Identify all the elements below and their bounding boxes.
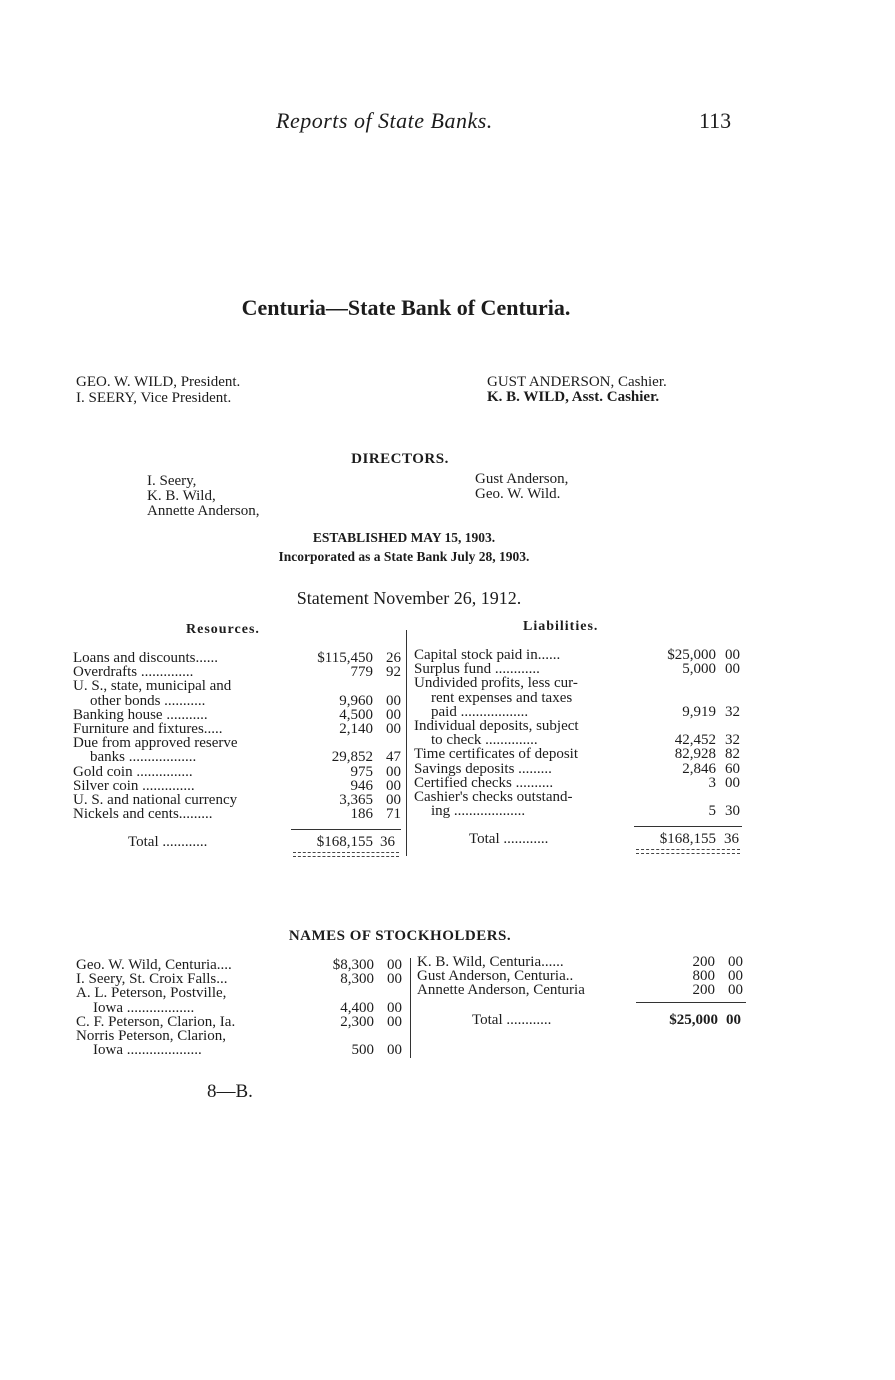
officer-asst-cashier: K. B. WILD, Asst. Cashier. [487, 389, 660, 405]
row-cents: 00 [387, 999, 402, 1016]
table-row [73, 651, 403, 665]
row-dollars: 200 [692, 982, 715, 999]
table-row [73, 708, 403, 722]
table-row [414, 762, 744, 776]
resources-table [73, 651, 403, 821]
liabilities-total-cents: 36 [724, 831, 739, 847]
row-cents: 30 [725, 803, 740, 820]
liabilities-table [414, 648, 744, 818]
row-dollars: 2,846 [682, 760, 716, 777]
resources-total-label: Total ............ [128, 834, 208, 850]
row-label: Norris Peterson, Clarion, [76, 1027, 226, 1044]
table-row [414, 705, 744, 719]
table-row [417, 955, 745, 969]
table-row [76, 986, 404, 1000]
table-row [73, 694, 403, 708]
row-label: Loans and discounts...... [73, 650, 218, 666]
row-label: Iowa .................... [93, 1042, 202, 1059]
table-row [76, 1043, 404, 1057]
liabilities-heading: Liabilities. [523, 619, 599, 634]
row-cents: 32 [725, 703, 740, 720]
row-label: Undivided profits, less cur- [414, 675, 578, 692]
row-label: Gold coin ............... [73, 763, 193, 780]
table-row [73, 736, 403, 750]
row-label: Cashier's checks outstand- [414, 788, 573, 805]
row-cents: 00 [387, 957, 402, 973]
row-cents: 00 [728, 982, 743, 999]
row-label: K. B. Wild, Centuria...... [417, 954, 564, 970]
director-entry: I. Seery, [147, 473, 197, 489]
row-cents: 00 [386, 692, 401, 709]
row-dollars: 4,500 [339, 706, 373, 723]
row-label: Capital stock paid in...... [414, 647, 561, 663]
row-cents: 00 [728, 968, 743, 985]
row-cents: 00 [386, 720, 401, 737]
row-label: Due from approved reserve [73, 735, 238, 752]
row-label: Geo. W. Wild, Centuria.... [76, 957, 232, 973]
resources-double-rule [293, 852, 399, 857]
row-cents: 71 [386, 806, 401, 823]
table-row [414, 662, 744, 676]
row-cents: 47 [386, 749, 401, 766]
resources-total-dollars: $168,155 [316, 834, 373, 850]
table-row [414, 790, 744, 804]
row-label: Silver coin .............. [73, 777, 195, 794]
table-row [417, 983, 745, 997]
liabilities-total-label: Total ............ [469, 831, 549, 847]
stockholders-right-table [417, 955, 745, 998]
table-row [73, 765, 403, 779]
table-row [76, 972, 404, 986]
row-label: to check .............. [431, 732, 538, 749]
statement-title: Statement November 26, 1912. [296, 588, 522, 608]
row-dollars: 2,140 [339, 720, 373, 737]
table-row [76, 1001, 404, 1015]
directors-heading: DIRECTORS. [351, 451, 449, 467]
stockholders-divider [410, 958, 411, 1058]
resources-total-cents: 36 [380, 834, 395, 850]
stockholders-total-rule [636, 1002, 746, 1003]
row-dollars: 946 [350, 777, 373, 794]
row-dollars: 5,000 [682, 661, 716, 678]
running-title: Reports of State Banks. [276, 108, 493, 133]
row-cents: 26 [386, 650, 401, 666]
row-label: ing ................... [431, 803, 526, 820]
bank-title: Centuria—State Bank of Centuria. [241, 295, 571, 320]
row-dollars: 975 [350, 763, 373, 780]
table-row [414, 676, 744, 690]
row-cents: 00 [725, 647, 740, 663]
row-cents: 00 [725, 661, 740, 678]
row-label: Iowa .................. [93, 999, 195, 1016]
officer-cashier: GUST ANDERSON, Cashier. [487, 374, 667, 390]
officer-vice-president: I. SEERY, Vice President. [76, 390, 232, 406]
row-label: U. S. and national currency [73, 791, 238, 808]
table-row [73, 750, 403, 764]
stockholders-total-label: Total ............ [472, 1012, 552, 1028]
row-label: Banking house ........... [73, 706, 208, 723]
table-row [73, 665, 403, 679]
stockholders-total-dollars: $25,000 [669, 1012, 718, 1028]
row-dollars: 500 [351, 1042, 374, 1059]
incorporated-line: Incorporated as a State Bank July 28, 1903. [278, 549, 530, 564]
table-row [76, 958, 404, 972]
page-number: 113 [699, 108, 732, 133]
director-entry: K. B. Wild, [147, 488, 216, 504]
row-cents: 00 [387, 1042, 402, 1059]
table-row [414, 719, 744, 733]
row-dollars: 42,452 [674, 732, 716, 749]
row-dollars: 800 [692, 968, 715, 985]
row-cents: 00 [725, 774, 740, 791]
row-cents: 32 [725, 732, 740, 749]
resources-heading: Resources. [186, 622, 260, 637]
stockholders-left-table [76, 958, 404, 1057]
table-row [73, 779, 403, 793]
row-label: paid .................. [431, 703, 529, 720]
row-dollars: 779 [350, 664, 373, 681]
established-line: ESTABLISHED MAY 15, 1903. [312, 530, 496, 545]
row-cents: 00 [387, 971, 402, 988]
row-label: rent expenses and taxes [431, 689, 573, 706]
row-label: Certified checks .......... [414, 774, 554, 791]
row-dollars: 2,300 [340, 1013, 374, 1030]
stockholders-heading: NAMES OF STOCKHOLDERS. [288, 928, 512, 944]
liabilities-total-rule [634, 826, 742, 827]
row-dollars: 8,300 [340, 971, 374, 988]
row-label: Time certificates of deposit [414, 746, 578, 763]
row-label: Annette Anderson, Centuria [417, 982, 585, 999]
resources-total-rule [291, 829, 401, 830]
row-dollars: 82,928 [674, 746, 716, 763]
row-cents: 00 [387, 1013, 402, 1030]
officer-president: GEO. W. WILD, President. [76, 374, 241, 390]
liabilities-double-rule [636, 849, 740, 854]
table-row [73, 807, 403, 821]
stockholders-total-cents: 00 [726, 1012, 741, 1028]
table-row [73, 722, 403, 736]
row-dollars: $8,300 [332, 957, 374, 973]
table-row [73, 793, 403, 807]
row-cents: 00 [386, 763, 401, 780]
row-dollars: 9,960 [339, 692, 373, 709]
signature-mark: 8—B. [207, 1081, 253, 1102]
row-dollars: 4,400 [340, 999, 374, 1016]
row-label: banks .................. [90, 749, 197, 766]
table-row [414, 691, 744, 705]
row-label: Gust Anderson, Centuria.. [417, 968, 574, 985]
table-row [414, 776, 744, 790]
row-label: I. Seery, St. Croix Falls... [76, 971, 228, 988]
table-row [73, 679, 403, 693]
table-row [414, 747, 744, 761]
row-label: Individual deposits, subject [414, 717, 579, 734]
row-label: Furniture and fixtures..... [73, 720, 223, 737]
row-dollars: 200 [692, 954, 715, 970]
row-dollars: $115,450 [317, 650, 373, 666]
row-dollars: 3 [708, 774, 716, 791]
row-label: Savings deposits ......... [414, 760, 552, 777]
liabilities-total-dollars: $168,155 [659, 831, 716, 847]
row-cents: 00 [386, 706, 401, 723]
row-label: Surplus fund ............ [414, 661, 540, 678]
row-label: other bonds ........... [90, 692, 206, 709]
table-row [414, 648, 744, 662]
director-entry: Geo. W. Wild. [475, 486, 561, 502]
row-dollars: 9,919 [682, 703, 716, 720]
row-dollars: 29,852 [331, 749, 373, 766]
table-row [76, 1029, 404, 1043]
row-cents: 82 [725, 746, 740, 763]
row-dollars: 186 [350, 806, 373, 823]
row-dollars: 5 [708, 803, 716, 820]
column-divider [406, 630, 407, 856]
row-label: C. F. Peterson, Clarion, Ia. [76, 1013, 236, 1030]
director-entry: Gust Anderson, [475, 471, 569, 487]
table-row [76, 1015, 404, 1029]
row-cents: 00 [728, 954, 743, 970]
table-row [417, 969, 745, 983]
row-label: U. S., state, municipal and [73, 678, 232, 695]
row-cents: 60 [725, 760, 740, 777]
row-cents: 00 [386, 777, 401, 794]
table-row [414, 733, 744, 747]
row-cents: 92 [386, 664, 401, 681]
row-label: A. L. Peterson, Postville, [76, 985, 227, 1002]
row-cents: 00 [386, 791, 401, 808]
table-row [414, 804, 744, 818]
row-label: Nickels and cents......... [73, 806, 213, 823]
row-dollars: $25,000 [667, 647, 716, 663]
row-label: Overdrafts .............. [73, 664, 194, 681]
director-entry: Annette Anderson, [147, 503, 260, 519]
row-dollars: 3,365 [339, 791, 373, 808]
